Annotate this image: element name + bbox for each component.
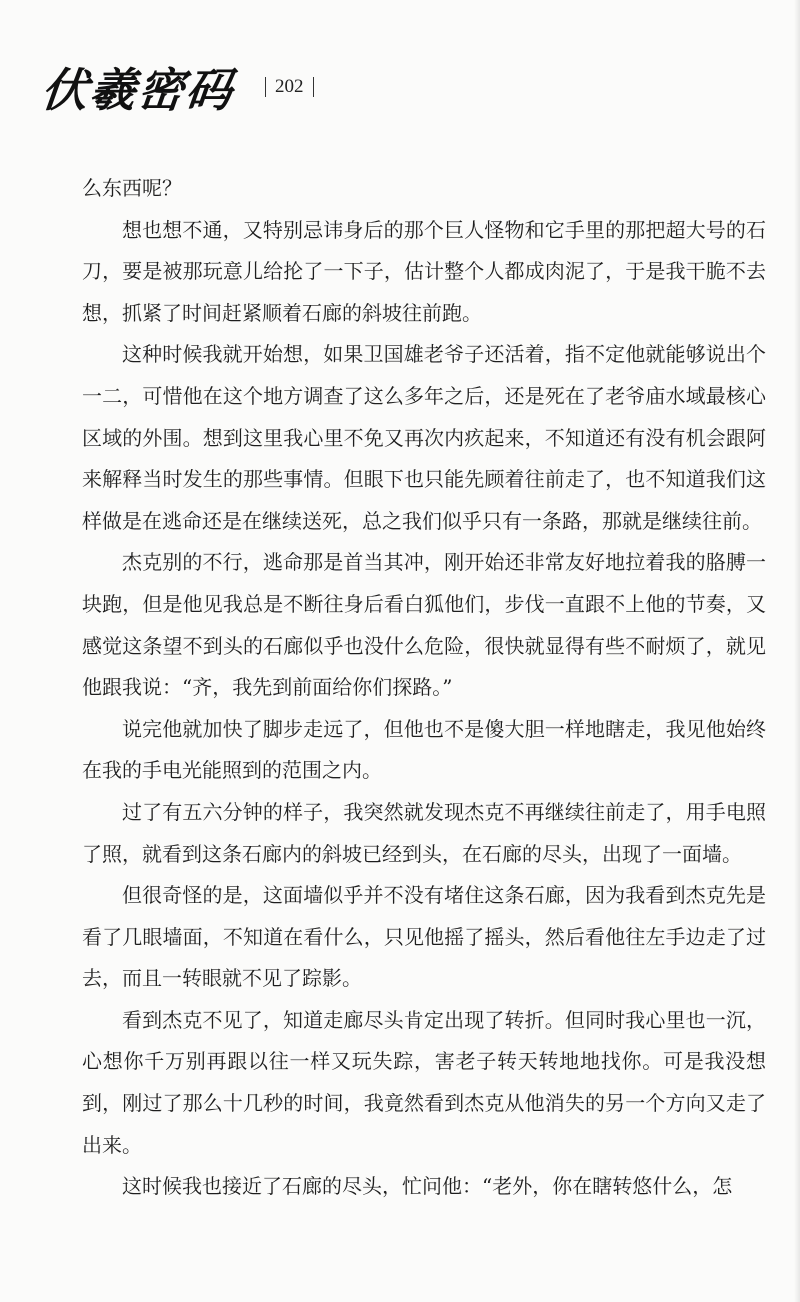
page-edge-shadow [794, 0, 800, 1302]
right-divider [313, 77, 314, 97]
paragraph: 看到杰克不见了，知道走廊尽头肯定出现了转折。但同时我心里也一沉，心想你千万别再跟以往一样又玩失踪，害老子转天转地地找你。可是我没想到，刚过了那么十几秒的时间，我竟然看到杰克从他消失的另一个方向又走了出来。 [82, 1007, 766, 1157]
paragraph: 想也想不通，又特别忌讳身后的那个巨人怪物和它手里的那把超大号的石刀，要是被那玩意儿给抡了一下子，估计整个人都成肉泥了，于是我干脆不去想，抓紧了时间赶紧顺着石廊的斜坡往前跑。 [82, 217, 766, 325]
body-text [82, 168, 766, 1208]
left-divider [265, 77, 266, 97]
paragraph: 杰克别的不行，逃命那是首当其冲，刚开始还非常友好地拉着我的胳膊一块跑，但是他见我总是不断往身后看白狐他们，步伐一直跟不上他的节奏，又感觉这条望不到头的石廊似乎也没什么危险，很快就显得有些不耐烦了，就见他跟我说：“齐，我先到前面给你们探路。” [82, 550, 766, 700]
running-header [38, 52, 323, 122]
paragraph: 这时候我也接近了石廊的尽头，忙问他：“老外，你在瞎转悠什么，怎 [122, 1174, 733, 1199]
paragraph: 但很奇怪的是，这面墙似乎并不没有堵住这条石廊，因为我看到杰克先是看了几眼墙面，不知道在看什么，只见他摇了摇头，然后看他往左手边走了过去，而且一转眼就不见了踪影。 [82, 883, 766, 991]
paragraph: 过了有五六分钟的样子，我突然就发现杰克不再继续往前走了，用手电照了照，就看到这条石廊内的斜坡已经到头，在石廊的尽头，出现了一面墙。 [82, 799, 766, 866]
paragraph: 说完他就加快了脚步走远了，但他也不是傻大胆一样地瞎走，我见他始终在我的手电光能照到的范围之内。 [82, 716, 766, 783]
page-number-box [256, 76, 323, 98]
page-number: 202 [275, 76, 304, 97]
book-title: 伏羲密码 [38, 63, 237, 117]
paragraph: 这种时候我就开始想，如果卫国雄老爷子还活着，指不定他就能够说出个一二，可惜他在这个地方调查了这么多年之后，还是死在了老爷庙水域最核心区域的外围。想到这里我心里不免又再次内疚起来，不知道还有没有机会跟阿来解释当时发生的那些事情。但眼下也只能先顾着往前走了，也不知道我们这样做是在逃命还是在继续送死，总之我们似乎只有一条路，那就是继续往前。 [82, 342, 766, 533]
paragraph: 么东西呢？ [82, 176, 182, 200]
